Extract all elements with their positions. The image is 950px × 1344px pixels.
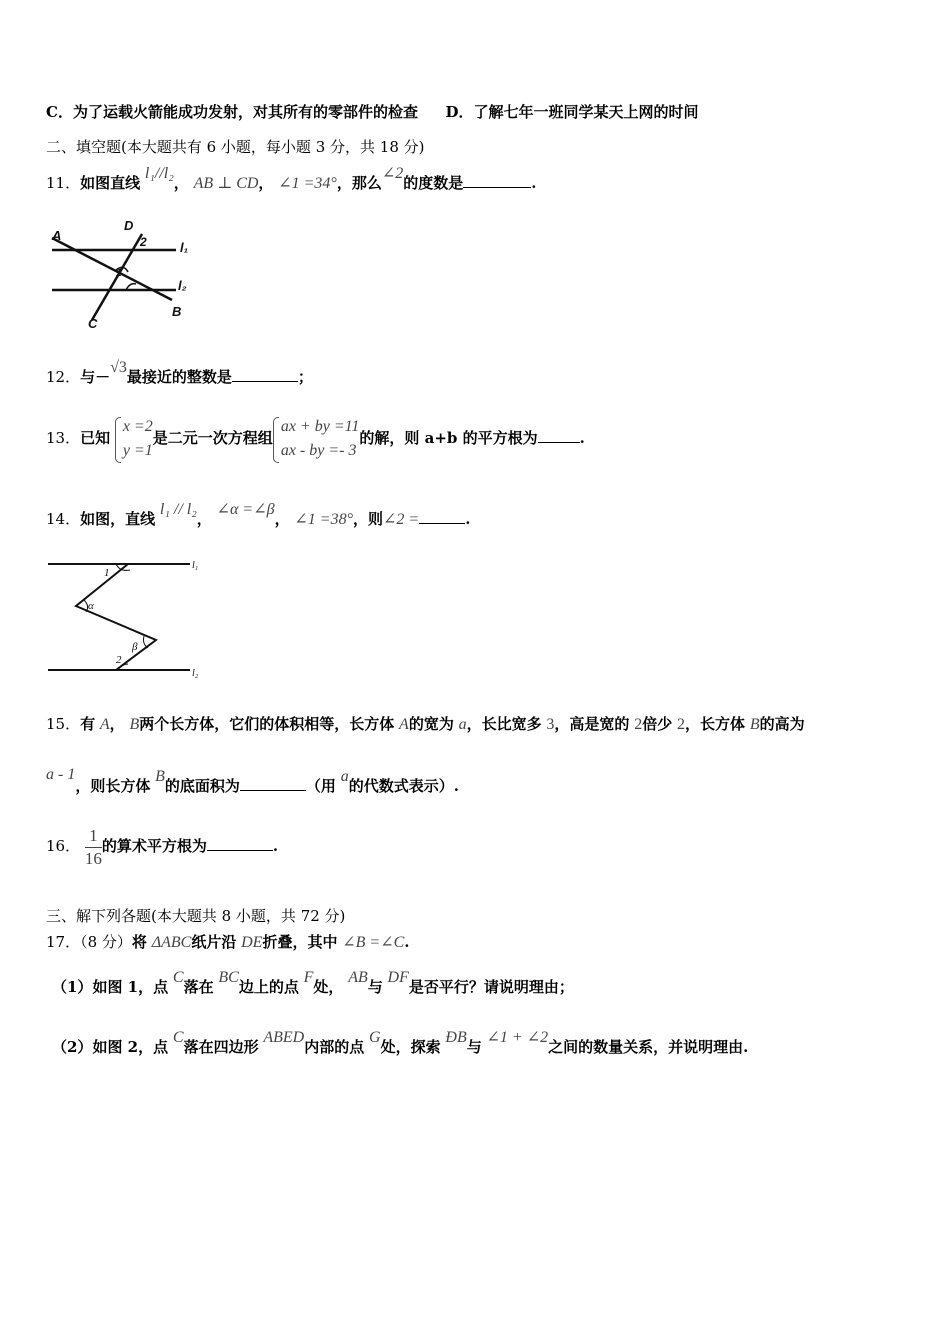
q13 — [46, 412, 585, 464]
q15-text6: 倍少 — [642, 715, 673, 733]
q17 — [46, 932, 410, 953]
q12-num: 12． — [46, 368, 81, 386]
q14-math-alpha-beta: ∠α =∠β — [216, 501, 275, 518]
q13-sys2-eq2: ax - by =- 3 — [280, 442, 357, 459]
q11-math-ab-cd: AB ⊥ CD — [193, 175, 259, 192]
q11-label-2: 2 — [140, 235, 147, 249]
q15-line2-math-b: B — [155, 768, 165, 785]
q15-line2-text1: ，则长方体 — [75, 777, 151, 795]
q17-p2-text5: 与 — [466, 1038, 482, 1056]
q15-text2: 两个长方体，它们的体积相等，长方体 — [139, 715, 395, 733]
q15-text8: 的高为 — [759, 715, 805, 733]
q15-math-b2: B — [749, 716, 760, 733]
q11-text1: 如图直线 — [80, 174, 141, 192]
q17-text1: 将 — [131, 933, 147, 951]
q11-label-d: D — [124, 218, 134, 233]
q15-math-width: a — [458, 716, 467, 733]
q11 — [46, 165, 537, 194]
q16-answer-blank[interactable] — [207, 836, 273, 851]
q13-text3: 的解，则 a+b 的平方根为 — [359, 429, 538, 447]
q17-p2-text2: 落在四边形 — [183, 1038, 259, 1056]
q15-answer-blank[interactable] — [240, 776, 306, 791]
q11-label-1: 1 — [116, 268, 122, 279]
q14-label-l2: l₂ — [192, 668, 199, 679]
q16-frac-den: 16 — [84, 848, 102, 868]
q14-num: 14． — [46, 510, 81, 528]
q17-p1-text2: 落在 — [183, 978, 214, 996]
q11-label-b: B — [172, 304, 182, 319]
q14-text2: ，则 — [352, 510, 383, 528]
q11-answer-blank[interactable] — [463, 173, 531, 188]
q16-text1: 的算术平方根为 — [101, 837, 207, 855]
q17-p2-math-angles: ∠1 + ∠2 — [486, 1029, 549, 1046]
option-c-label: C． — [46, 103, 73, 121]
q11-label-c: C — [88, 316, 98, 330]
q11-sep1: ， — [173, 174, 189, 192]
q15-line2 — [46, 766, 459, 797]
q15-line2-text4: 的代数式表示）. — [348, 777, 459, 795]
q16-end: . — [272, 837, 279, 855]
q15-math-height: a - 1 — [46, 766, 76, 783]
q11-label-a: A — [52, 228, 62, 243]
q17-text3: 折叠，其中 — [262, 933, 338, 951]
q14-math-angle1: ∠1 =38° — [294, 511, 353, 528]
q17-num: 17． — [46, 933, 81, 951]
q11-num: 11． — [46, 174, 81, 192]
q16-num: 16． — [46, 837, 81, 855]
q12-end: ； — [297, 368, 313, 386]
q15-math-2b: 2 — [677, 716, 686, 733]
q15-text1: 有 — [80, 715, 96, 733]
q14-end: . — [465, 510, 471, 528]
q14-text1: 如图，直线 — [80, 510, 156, 528]
q17-p1-text6: 是否平行？请说明理由； — [408, 978, 574, 996]
q17-p1-text5: 与 — [367, 978, 383, 996]
q17-text2: 纸片沿 — [191, 933, 237, 951]
q14-label-2: 2 — [116, 654, 122, 666]
q14-sep2: ， — [274, 510, 290, 528]
q15-line2-text3: （用 — [305, 777, 336, 795]
q17-p1-math-bc: BC — [218, 969, 239, 986]
q17-p2-label: （2） — [52, 1038, 93, 1056]
q12-text2: 最接近的整数是 — [126, 368, 232, 386]
q17-p2-math-abed: ABED — [263, 1029, 305, 1046]
q15-math-a2: A — [399, 716, 409, 733]
q17-p2-math-g: G — [369, 1029, 381, 1046]
q17-p1-text3: 边上的点 — [238, 978, 299, 996]
q15-text4: ，长比宽多 — [466, 715, 542, 733]
q14-answer-blank[interactable] — [419, 509, 465, 524]
q15-line1 — [46, 714, 805, 735]
q17-math-de: DE — [241, 934, 263, 951]
q15-math-b: B — [129, 716, 140, 733]
q11-math-angle2: ∠2 — [381, 165, 404, 182]
q16-fraction — [85, 825, 102, 870]
q13-text1: 已知 — [80, 429, 111, 447]
q12-math-sqrt3: √3 — [110, 359, 127, 376]
q17-p2-text1: 如图 2，点 — [92, 1038, 169, 1056]
q17-end: . — [404, 933, 410, 951]
q15-math-3: 3 — [546, 716, 555, 733]
q17-p1-label: （1） — [52, 978, 93, 996]
q12-text1: 与－ — [80, 368, 111, 386]
q17-p2-math-c: C — [172, 1029, 184, 1046]
q15-sep: ， — [109, 715, 125, 733]
q13-answer-blank[interactable] — [538, 428, 580, 443]
q15-text7: ，长方体 — [685, 715, 746, 733]
q13-system-solution — [115, 415, 153, 463]
q14-figure — [44, 556, 214, 684]
q14-sep1: ， — [196, 510, 212, 528]
q14 — [46, 501, 471, 530]
q11-sep2: ， — [258, 174, 274, 192]
q15-line2-text2: 的底面积为 — [164, 777, 240, 795]
q17-points: （8 分） — [80, 933, 132, 951]
q13-text2: 是二元一次方程组 — [152, 429, 273, 447]
q17-p2-math-b: ÐB — [445, 1029, 467, 1046]
q13-sys2-eq1: ax + by =11 — [280, 418, 360, 435]
q13-sys1-eq1: x =2 — [122, 418, 153, 435]
q17-part2 — [52, 1029, 749, 1058]
q17-math-angles: ∠B =∠C — [342, 934, 405, 951]
q13-sys1-eq2: y =1 — [122, 442, 153, 459]
options-line — [46, 102, 699, 122]
q15-num: 15． — [46, 715, 81, 733]
q17-p2-text4: 处，探索 — [380, 1038, 441, 1056]
q14-label-beta: β — [132, 641, 138, 653]
q13-num: 13． — [46, 429, 81, 447]
q13-system-equations — [273, 415, 360, 463]
q17-p1-math-c: C — [172, 969, 184, 986]
option-d-text: 了解七年一班同学某天上网的时间 — [473, 103, 699, 121]
q11-label-l2: l₂ — [178, 278, 187, 293]
q14-label-alpha: α — [88, 600, 94, 612]
q17-p2-text6: 之间的数量关系，并说明理由. — [548, 1038, 749, 1056]
q11-figure — [44, 218, 204, 330]
q15-text3: 的宽为 — [408, 715, 454, 733]
q17-math-triangle: ΔABC — [151, 934, 192, 951]
q17-part1 — [52, 969, 574, 998]
q13-end: . — [579, 429, 585, 447]
q15-math-2: 2 — [634, 716, 643, 733]
q11-math-l1l2: l₁//l₂ — [144, 165, 174, 182]
q14-math-angle2: ∠2 = — [383, 511, 420, 528]
q11-text2: ，那么 — [336, 174, 382, 192]
option-c-text: 为了运载火箭能成功发射，对其所有的零部件的检查 — [72, 103, 418, 121]
q16-frac-num: 1 — [85, 825, 102, 848]
q11-math-angle1: ∠1 =34° — [278, 175, 337, 192]
q14-label-1: 1 — [104, 567, 110, 579]
q11-label-l1: l₁ — [180, 240, 189, 255]
q14-math-l1l2: l₁ // l₂ — [159, 501, 197, 518]
q12-answer-blank[interactable] — [232, 367, 298, 382]
q17-p1-math-f: F — [303, 969, 314, 986]
q11-text3: 的度数是 — [403, 174, 464, 192]
q11-end: . — [531, 174, 537, 192]
section3-title: 三、解下列各题(本大题共 8 小题，共 72 分) — [46, 907, 346, 925]
q17-p2-text3: 内部的点 — [304, 1038, 365, 1056]
q17-p1-math-ab: AB — [348, 969, 368, 986]
q17-p1-text1: 如图 1，点 — [92, 978, 169, 996]
q12 — [46, 359, 313, 388]
q14-label-l1: l₁ — [192, 560, 199, 571]
q17-p1-text4: 处， — [313, 978, 344, 996]
section2-title: 二、填空题(本大题共有 6 小题，每小题 3 分，共 18 分) — [46, 138, 425, 156]
q17-p1-math-df: DF — [387, 969, 409, 986]
q16 — [46, 822, 278, 870]
q15-line2-math-a: a — [340, 768, 349, 785]
q15-math-a: A — [99, 716, 110, 733]
option-d-label: D． — [445, 103, 474, 121]
q15-text5: ，高是宽的 — [554, 715, 630, 733]
